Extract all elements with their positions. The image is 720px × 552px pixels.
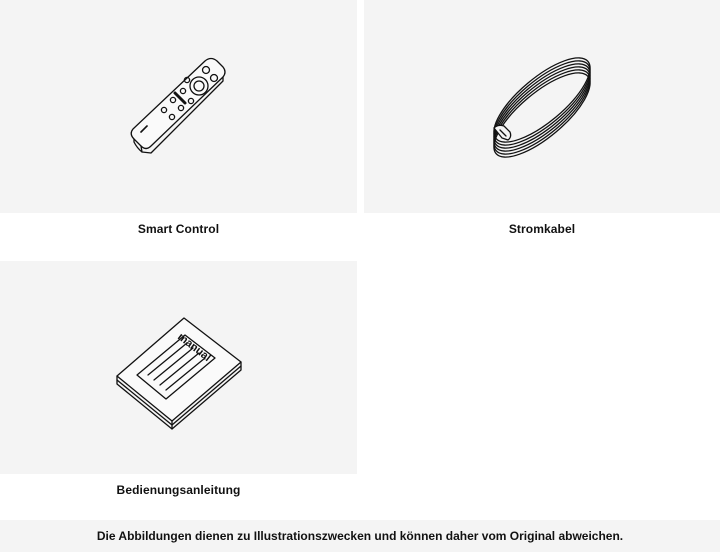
disclaimer-bar [0, 520, 720, 552]
power-cable-icon [364, 0, 720, 213]
caption-smart-control: Smart Control [137, 222, 220, 236]
accessory-tile-smart-control [0, 0, 357, 213]
caption-manual: Bedienungsanleitung [116, 483, 241, 497]
remote-control-icon [0, 0, 357, 213]
disclaimer-text: Die Abbildungen dienen zu Illustrationszwecken und können daher vom Original abweichen. [96, 529, 624, 543]
accessory-tile-manual [0, 261, 357, 474]
caption-power-cable: Stromkabel [508, 222, 576, 236]
accessory-tile-power-cable [364, 0, 720, 213]
manual-book-icon [0, 261, 357, 474]
manual-cover-title: manual [175, 330, 213, 365]
